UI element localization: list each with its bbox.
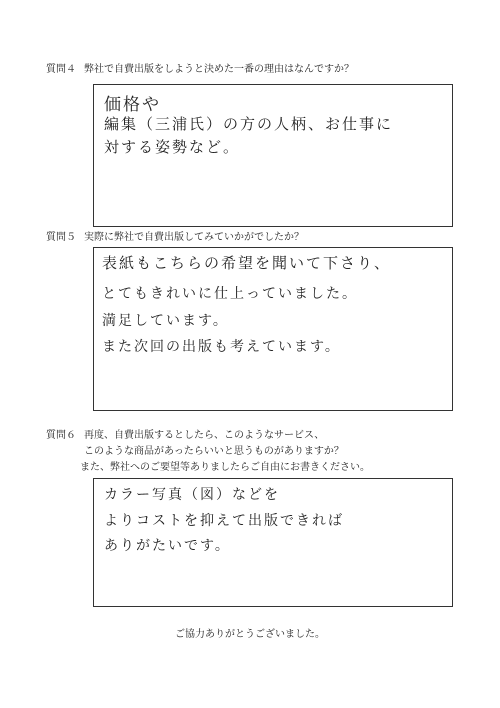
question-text-line-3: また、弊社へのご要望等ありましたらご自由にお書きください。	[80, 462, 370, 473]
answer-6-line-2: よりコストを抑えて出版できれば	[104, 513, 344, 529]
answer-6-line-3: ありがたいです。	[104, 538, 231, 554]
answer-4-line-3: 対する姿勢など。	[104, 138, 241, 156]
question-number: 質問６	[46, 430, 76, 441]
question-4	[46, 62, 354, 78]
answer-6-line-1: カラー写真（図）などを	[104, 487, 280, 503]
answer-5-line-4: また次回の出版も考えています。	[102, 339, 341, 355]
question-text: 実際に弊社で自費出版してみていかがでしたか？	[84, 232, 304, 243]
answer-5-line-1: 表紙もこちらの希望を聞いて下さり、	[102, 254, 392, 272]
question-5	[46, 230, 304, 246]
question-text: 弊社で自費出版をしようと決めた一番の理由はなんですか？	[84, 64, 354, 75]
question-text-line-2: このような商品があったらいいと思うものがありますか？	[84, 446, 344, 457]
thank-you-message: ご協力ありがとうございました。	[175, 629, 325, 640]
question-number: 質問４	[46, 64, 76, 75]
question-text-line-1: 再度、自費出版するとしたら、このようなサービス、	[84, 430, 325, 441]
answer-4-line-2: 編集（三浦氏）の方の人柄、お仕事に	[104, 115, 394, 133]
question-6	[46, 428, 370, 476]
answer-5-line-2: とてもきれいに仕上っていました。	[102, 286, 358, 302]
answer-5-line-3: 満足しています。	[102, 313, 229, 329]
question-number: 質問５	[46, 232, 76, 243]
answer-4-line-1: 価格や	[104, 95, 161, 115]
